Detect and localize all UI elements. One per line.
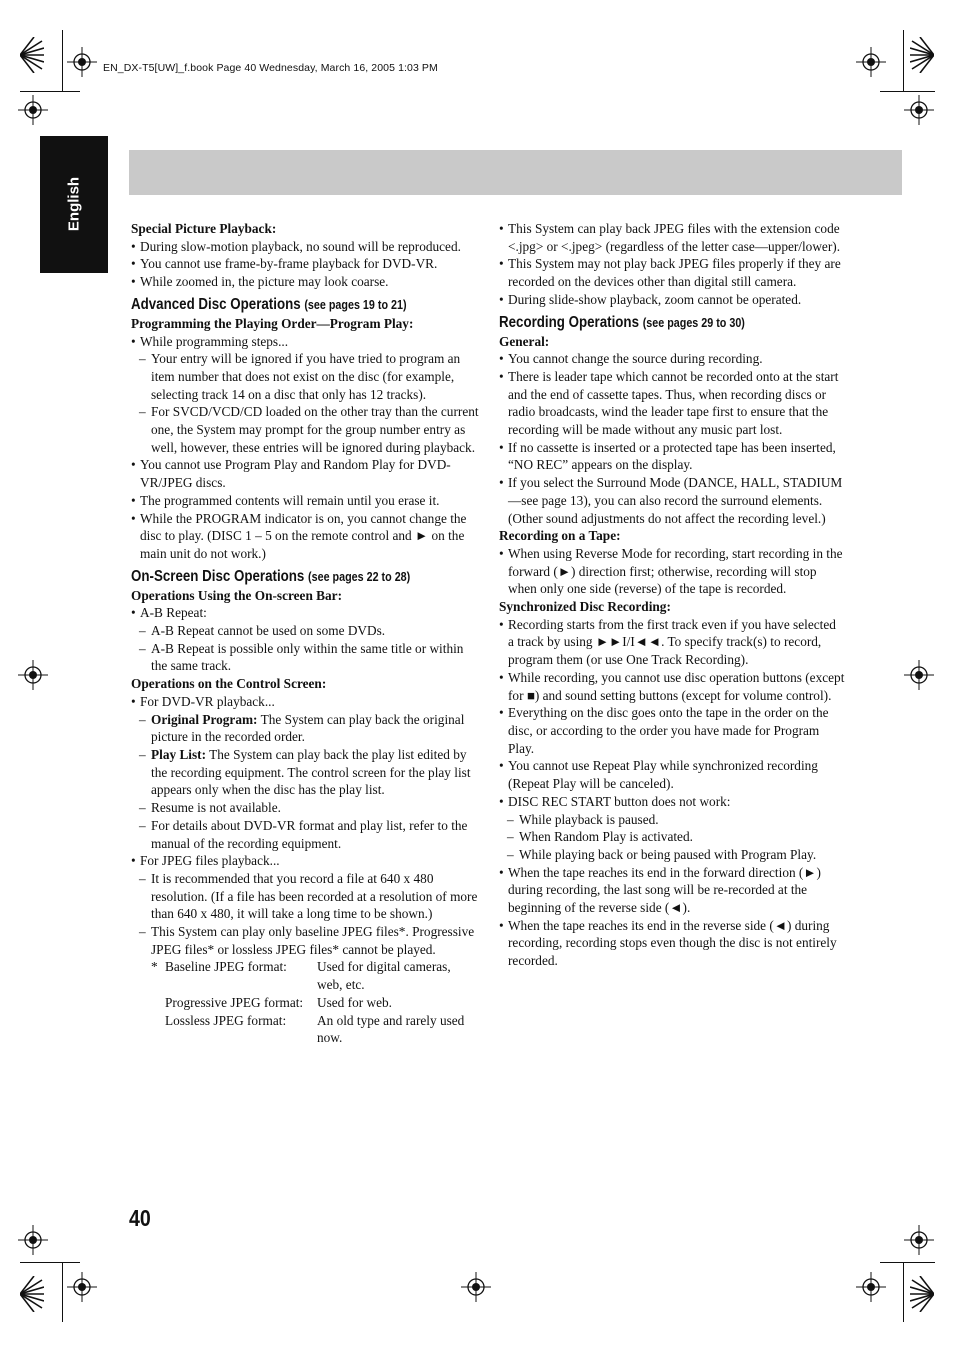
page-reference: (see pages 29 to 30) bbox=[642, 315, 745, 330]
language-tab bbox=[40, 136, 108, 273]
dash-item: – It is recommended that you record a file at 640 x 480 resolution. (If a file has been recorded at a resolution of more than 640 x 480, it will take a long time to be shown.) bbox=[131, 870, 479, 923]
dash-item: – For SVCD/VCD/CD loaded on the other tray than the current one, the System may prompt for the group number entry as well, however, these entries will be ignored during playback. bbox=[131, 403, 479, 456]
dash-item bbox=[131, 746, 479, 799]
section-heading bbox=[499, 313, 797, 333]
bullet-item: • DISC REC START button does not work: bbox=[499, 793, 845, 811]
registration-mark-icon bbox=[904, 95, 934, 125]
format-name: Baseline JPEG format: bbox=[165, 959, 287, 975]
footnote-marker: * bbox=[151, 959, 158, 975]
bullet-item: • While recording, you cannot use disc operation buttons (except for ■) and sound setting buttons (except for volume control). bbox=[499, 669, 845, 704]
jpeg-format-table bbox=[131, 958, 479, 1047]
item-label: Original Program: bbox=[151, 711, 258, 727]
crop-mark bbox=[903, 30, 904, 92]
dash-item bbox=[131, 711, 479, 746]
crop-mark bbox=[62, 30, 63, 92]
bullet-item: • Everything on the disc goes onto the tape in the order on the disc, or according to the order you have made for Program Play. bbox=[499, 704, 845, 757]
section-heading-text: Recording Operations bbox=[499, 313, 639, 331]
starburst-mark-icon bbox=[910, 1276, 934, 1312]
dash-item: – While playback is paused. bbox=[499, 811, 845, 829]
section-heading bbox=[131, 295, 430, 315]
crop-mark bbox=[20, 91, 80, 92]
registration-mark-icon bbox=[67, 47, 97, 77]
starburst-mark-icon bbox=[910, 37, 934, 73]
bullet-item: • The programmed contents will remain until you erase it. bbox=[131, 492, 479, 510]
bullet-item: • While programming steps... bbox=[131, 333, 479, 351]
registration-mark-icon bbox=[856, 47, 886, 77]
item-label: Play List: bbox=[151, 746, 207, 762]
subsection-title: Recording on a Tape: bbox=[499, 528, 621, 544]
footnote-marker bbox=[151, 1012, 165, 1047]
subsection-title: Operations Using the On-screen Bar: bbox=[131, 587, 343, 603]
bullet-item: • If no cassette is inserted or a protected tape has been inserted, “NO REC” appears on the display. bbox=[499, 439, 845, 474]
format-desc: Used for web. bbox=[317, 994, 392, 1010]
bullet-item: • There is leader tape which cannot be recorded onto at the start and the end of cassette tapes. Thus, when recording discs or radio broadcasts, wind the leader tape first to ensure that the recording will be made without any music part lost. bbox=[499, 368, 845, 439]
registration-mark-icon bbox=[461, 1272, 491, 1302]
bullet-item: • During slide-show playback, zoom cannot be operated. bbox=[499, 291, 845, 309]
section-heading bbox=[131, 567, 430, 587]
format-desc: An old type and rarely used now. bbox=[317, 1012, 465, 1046]
starburst-mark-icon bbox=[20, 37, 44, 73]
crop-mark bbox=[20, 1262, 80, 1263]
dash-item: – A-B Repeat cannot be used on some DVDs. bbox=[131, 622, 479, 640]
bullet-item: • This System may not play back JPEG files properly if they are recorded on the devices other than digital still camera. bbox=[499, 255, 845, 290]
subsection-title: General: bbox=[499, 333, 550, 349]
registration-mark-icon bbox=[18, 95, 48, 125]
bullet-item: • You cannot use Repeat Play while synchronized recording (Repeat Play will be canceled). bbox=[499, 757, 845, 792]
registration-mark-icon bbox=[18, 1225, 48, 1255]
format-desc: Used for digital cameras, web, etc. bbox=[317, 959, 451, 993]
dash-item: – When Random Play is activated. bbox=[499, 828, 845, 846]
item-text: The System can play back the original picture in the recorded order. bbox=[151, 711, 465, 745]
subsection-title: Special Picture Playback: bbox=[131, 221, 277, 236]
registration-mark-icon bbox=[18, 660, 48, 690]
dash-item: – A-B Repeat is possible only within the same title or within the same track. bbox=[131, 640, 479, 675]
crop-mark bbox=[903, 1262, 904, 1322]
bullet-item: • When the tape reaches its end in the forward direction (►) during recording, the last song will be re-recorded at the beginning of the reverse side (◄). bbox=[499, 864, 845, 917]
language-label: English bbox=[65, 176, 83, 232]
item-text: The System can play back the play list edited by the recording equipment. The control screen for the play list appears only when the disc has the play list. bbox=[151, 746, 471, 798]
left-column bbox=[131, 220, 479, 1047]
section-banner bbox=[129, 150, 902, 195]
print-header: EN_DX-T5[UW]_f.book Page 40 Wednesday, March 16, 2005 1:03 PM bbox=[103, 62, 438, 74]
bullet-item: • This System can play back JPEG files with the extension code <.jpg> or <.jpeg> (regardless of the letter case—upper/lower). bbox=[499, 220, 845, 255]
bullet-item: • When the tape reaches its end in the reverse side (◄) during recording, recording stops even though the disc is not entirely recorded. bbox=[499, 917, 845, 970]
registration-mark-icon bbox=[904, 660, 934, 690]
format-name: Progressive JPEG format: bbox=[165, 994, 304, 1010]
bullet-item: • If you select the Surround Mode (DANCE, HALL, STADIUM—see page 13), you can also record the surround elements. (Other sound adjustments do not affect the recording level.) bbox=[499, 474, 845, 527]
dash-item: – This System can play only baseline JPEG files*. Progressive JPEG files* or lossless JPEG files* cannot be played. bbox=[131, 923, 479, 958]
dash-item: – Resume is not available. bbox=[131, 799, 479, 817]
dash-item: – Your entry will be ignored if you have tried to program an item number that does not exist on the disc (for example, selecting track 14 on a disc that only has 12 tracks). bbox=[131, 350, 479, 403]
dash-item: – While playing back or being paused with Program Play. bbox=[499, 846, 845, 864]
bullet-item: • When using Reverse Mode for recording, start recording in the forward (►) direction first; otherwise, recording will stop when only one side (reverse) of the tape is recorded. bbox=[499, 545, 845, 598]
bullet-item: • Recording starts from the first track even if you have selected a track by using ►►I/I◄◄. To specify track(s) to record, program them (or use One Track Recording). bbox=[499, 616, 845, 669]
section-heading-text: Advanced Disc Operations bbox=[131, 295, 301, 313]
crop-mark bbox=[880, 1262, 935, 1263]
page-reference: (see pages 19 to 21) bbox=[304, 297, 407, 312]
registration-mark-icon bbox=[904, 1225, 934, 1255]
bullet-item: • You cannot change the source during recording. bbox=[499, 350, 845, 368]
bullet-item: • You cannot use frame-by-frame playback for DVD-VR. bbox=[131, 255, 479, 273]
registration-mark-icon bbox=[856, 1272, 886, 1302]
subsection-title: Synchronized Disc Recording: bbox=[499, 599, 671, 615]
bullet-item: • During slow-motion playback, no sound will be reproduced. bbox=[131, 238, 479, 256]
bullet-item: • A-B Repeat: bbox=[131, 604, 479, 622]
page-number: 40 bbox=[129, 1205, 151, 1231]
section-heading-text: On-Screen Disc Operations bbox=[131, 567, 305, 585]
bullet-item: • For JPEG files playback... bbox=[131, 852, 479, 870]
bullet-item: • For DVD-VR playback... bbox=[131, 693, 479, 711]
subsection-title: Operations on the Control Screen: bbox=[131, 676, 327, 692]
crop-mark bbox=[62, 1262, 63, 1322]
crop-mark bbox=[880, 91, 935, 92]
starburst-mark-icon bbox=[20, 1276, 44, 1312]
subsection-title: Programming the Playing Order—Program Play: bbox=[131, 315, 414, 331]
format-name: Lossless JPEG format: bbox=[165, 1012, 287, 1028]
bullet-item: • While the PROGRAM indicator is on, you cannot change the disc to play. (DISC 1 – 5 on the remote control and ► on the main unit do not work.) bbox=[131, 510, 479, 563]
registration-mark-icon bbox=[67, 1272, 97, 1302]
right-column bbox=[499, 220, 845, 970]
page-reference: (see pages 22 to 28) bbox=[308, 569, 411, 584]
bullet-item: • While zoomed in, the picture may look coarse. bbox=[131, 273, 479, 291]
footnote-marker bbox=[151, 994, 165, 1012]
bullet-item: • You cannot use Program Play and Random Play for DVD-VR/JPEG discs. bbox=[131, 456, 479, 491]
dash-item: – For details about DVD-VR format and play list, refer to the manual of the recording equipment. bbox=[131, 817, 479, 852]
